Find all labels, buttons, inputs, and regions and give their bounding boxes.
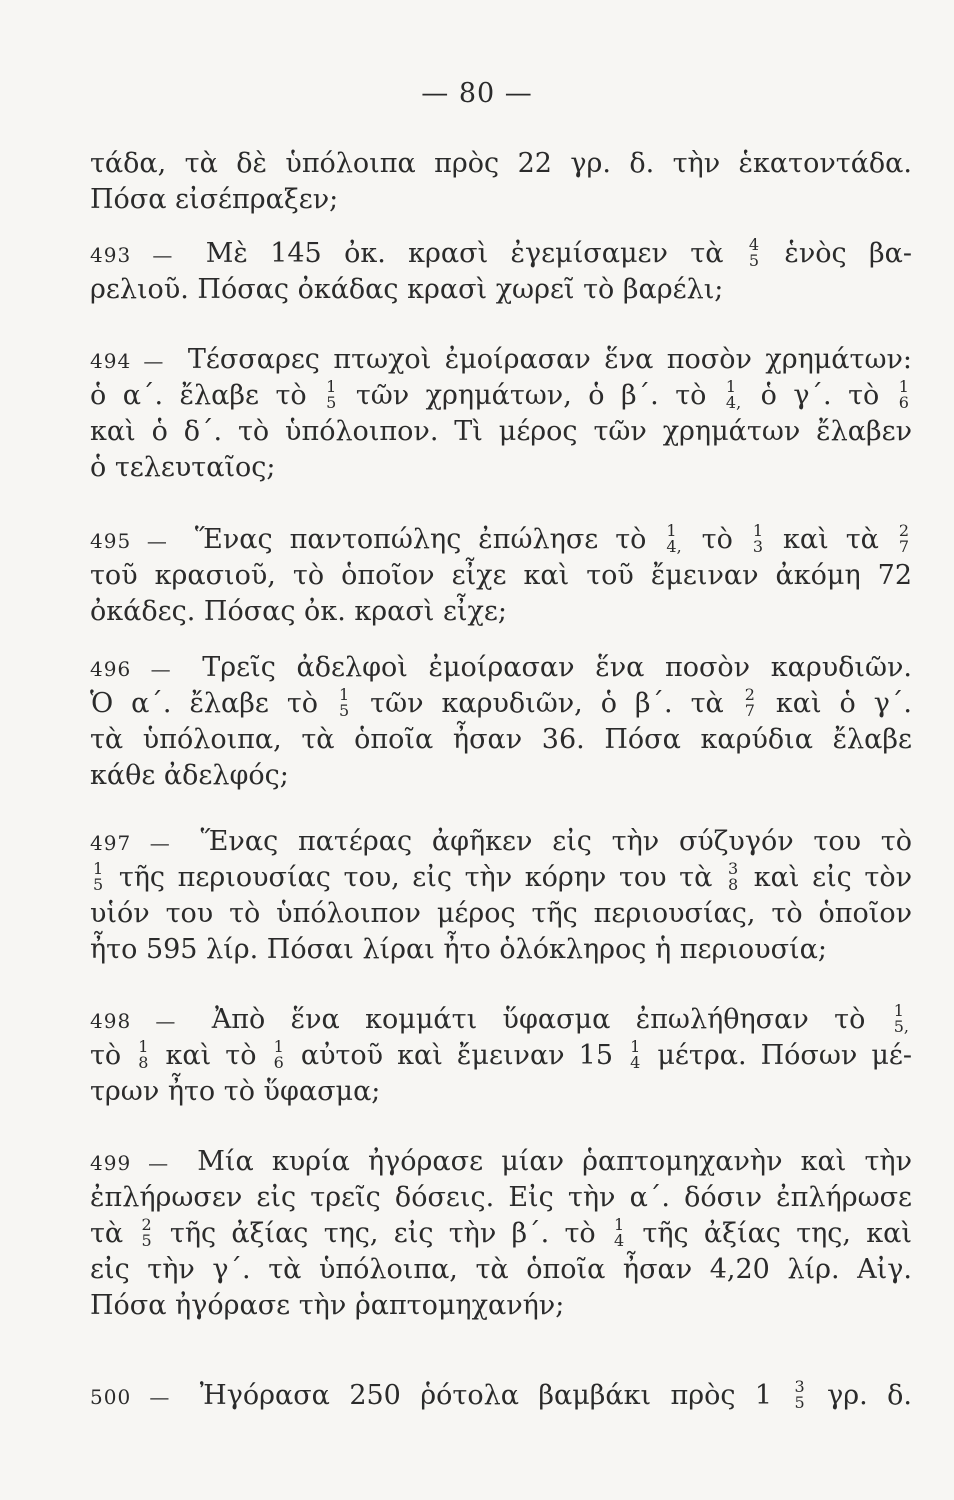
problem-497: [90, 824, 912, 968]
text-span: τῆς περιουσίας του, εἰς τὴν κόρην του τὰ: [118, 862, 713, 893]
fraction: 1 6: [273, 1036, 284, 1072]
problem-495: [90, 522, 912, 630]
text-span: τῶν καρυδιῶν, ὁ β΄. τὰ: [370, 688, 724, 719]
text-span: αὐτοῦ καὶ ἔμειναν 15: [300, 1040, 614, 1071]
fraction: 1 6: [898, 376, 909, 412]
problem-number: 493 —: [90, 243, 174, 267]
text-line: ἐπλήρωσεν εἰς τρεῖς δόσεις. Εἰς τὴν α΄. δόσιν ἐπλήρωσε: [90, 1182, 912, 1213]
text-line: ὁ τελευταῖος;: [90, 452, 276, 483]
fraction: 1 4: [630, 1036, 641, 1072]
problem-498: [90, 1002, 912, 1110]
problem-499: [90, 1144, 912, 1324]
intro-paragraph: [90, 146, 912, 218]
text-line: [90, 860, 912, 896]
problem-number: 494 —: [90, 349, 165, 373]
problem-number: 495 —: [90, 529, 168, 553]
fraction: 1 5: [339, 684, 350, 720]
fraction: 3 8: [727, 858, 739, 894]
text-line: ὀκάδες. Πόσας ὀκ. κρασὶ εἶχε;: [90, 596, 507, 627]
text-line: [90, 522, 912, 558]
text-line: [90, 824, 912, 860]
text-span: καὶ εἰς τὸν: [753, 862, 912, 893]
text-line: τάδα, τὰ δὲ ὑπόλοιπα πρὸς 22 γρ. δ. τὴν ἑκατοντάδα.: [90, 148, 912, 179]
problem-496: [90, 650, 912, 794]
problem-number: 498 —: [90, 1009, 177, 1033]
fraction: 4 5: [748, 234, 760, 270]
text-line: τὰ ὑπόλοιπα, τὰ ὁποῖα ἦσαν 36. Πόσα καρύδια ἔλαβε: [90, 724, 912, 755]
text-line: εἰς τὴν γ΄. τὰ ὑπόλοιπα, τὰ ὁποῖα ἦσαν 4,20 λίρ. Αἰγ.: [90, 1254, 912, 1285]
problem-number: 500 —: [90, 1385, 171, 1409]
fraction: 3 5: [794, 1376, 805, 1412]
page-number: — 80 —: [421, 78, 533, 109]
text-span: καὶ τὰ: [783, 524, 879, 555]
text-span: μέτρα. Πόσων μέ-: [657, 1040, 912, 1071]
text-line: [90, 1216, 912, 1252]
text-span: ὁ α΄. ἔλαβε τὸ: [90, 380, 307, 411]
text-span: τὸ: [90, 1040, 122, 1071]
fraction: 1 8: [138, 1036, 149, 1072]
text-line: [90, 378, 912, 414]
fraction: 1 4,: [666, 520, 682, 556]
problem-number: 497 —: [90, 831, 171, 855]
text-line: [90, 1002, 912, 1038]
problem-500: [90, 1378, 912, 1414]
fraction: 2 7: [744, 684, 755, 720]
text-line: ρελιοῦ. Πόσας ὀκάδας κρασὶ χωρεῖ τὸ βαρέλι;: [90, 274, 724, 305]
problem-number: 496 —: [90, 657, 172, 681]
text-line: τρων ἦτο τὸ ὕφασμα;: [90, 1076, 381, 1107]
text-line: [90, 1378, 912, 1414]
text-span: Μὲ 145 ὀκ. κρασὶ ἐγεμίσαμεν τὰ: [205, 238, 724, 269]
text-span: Ἠγόρασα 250 ῥότολα βαμβάκι πρὸς 1: [199, 1380, 773, 1411]
text-line: ἦτο 595 λίρ. Πόσαι λίραι ἦτο ὁλόκληρος ἡ περιουσία;: [90, 934, 827, 965]
text-span: τὰ: [90, 1218, 124, 1249]
text-span: τὸ: [701, 524, 733, 555]
text-line: [90, 236, 912, 272]
text-span: Ὁ α΄. ἔλαβε τὸ: [90, 688, 319, 719]
text-line: [90, 1144, 912, 1180]
text-span: Μία κυρία ἠγόρασε μίαν ῥαπτομηχανὴν καὶ τὴν: [197, 1146, 913, 1177]
problem-494: [90, 342, 912, 486]
fraction: 1 5,: [893, 1000, 910, 1036]
text-span: γρ. δ.: [827, 1380, 912, 1411]
text-span: τῆς ἀξίας της, καὶ: [642, 1218, 912, 1249]
problem-493: [90, 236, 912, 308]
text-span: Ἕνας πατέρας ἀφῆκεν εἰς τὴν σύζυγόν του τὸ: [200, 826, 912, 857]
text-span: Τρεῖς ἀδελφοὶ ἐμοίρασαν ἕνα ποσὸν καρυδιῶν.: [202, 652, 912, 683]
fraction: 1 5: [93, 858, 104, 894]
text-line: υἱόν του τὸ ὑπόλοιπον μέρος τῆς περιουσίας, τὸ ὁποῖον: [90, 898, 912, 929]
fraction: 1 4: [613, 1214, 625, 1250]
text-span: καὶ τὸ: [165, 1040, 257, 1071]
text-line: [90, 686, 912, 722]
text-line: [90, 1038, 912, 1074]
text-span: ὁ γ΄. τὸ: [760, 380, 880, 411]
text-line: [90, 342, 912, 378]
text-line: Πόσα ἠγόρασε τὴν ῥαπτομηχανήν;: [90, 1290, 565, 1321]
fraction: 1 5: [326, 376, 337, 412]
fraction: 1 3: [752, 520, 764, 556]
text-line: τοῦ κρασιοῦ, τὸ ὁποῖον εἶχε καὶ τοῦ ἔμειναν ἀκόμη 72: [90, 560, 912, 591]
fraction: 2 7: [898, 520, 910, 556]
text-span: καὶ ὁ γ΄.: [775, 688, 912, 719]
text-line: καὶ ὁ δ΄. τὸ ὑπόλοιπον. Τὶ μέρος τῶν χρημάτων ἔλαβεν: [90, 416, 912, 447]
fraction: 2 5: [141, 1214, 152, 1250]
text-line: [90, 650, 912, 686]
text-line: κάθε ἀδελφός;: [90, 760, 289, 791]
text-span: Ἕνας παντοπώλης ἐπώλησε τὸ: [194, 524, 647, 555]
text-line: Πόσα εἰσέπραξεν;: [90, 184, 339, 215]
text-span: Ἀπὸ ἕνα κομμάτι ὕφασμα ἐπωλήθησαν τὸ: [211, 1004, 866, 1035]
problem-number: 499 —: [90, 1151, 170, 1175]
text-span: τῶν χρημάτων, ὁ β΄. τὸ: [355, 380, 707, 411]
fraction: 1 4,: [725, 376, 742, 412]
text-span: ἑνὸς βα-: [784, 238, 913, 269]
text-span: Τέσσαρες πτωχοὶ ἐμοίρασαν ἕνα ποσὸν χρημάτων:: [187, 344, 913, 375]
text-span: τῆς ἀξίας της, εἰς τὴν β΄. τὸ: [169, 1218, 596, 1249]
